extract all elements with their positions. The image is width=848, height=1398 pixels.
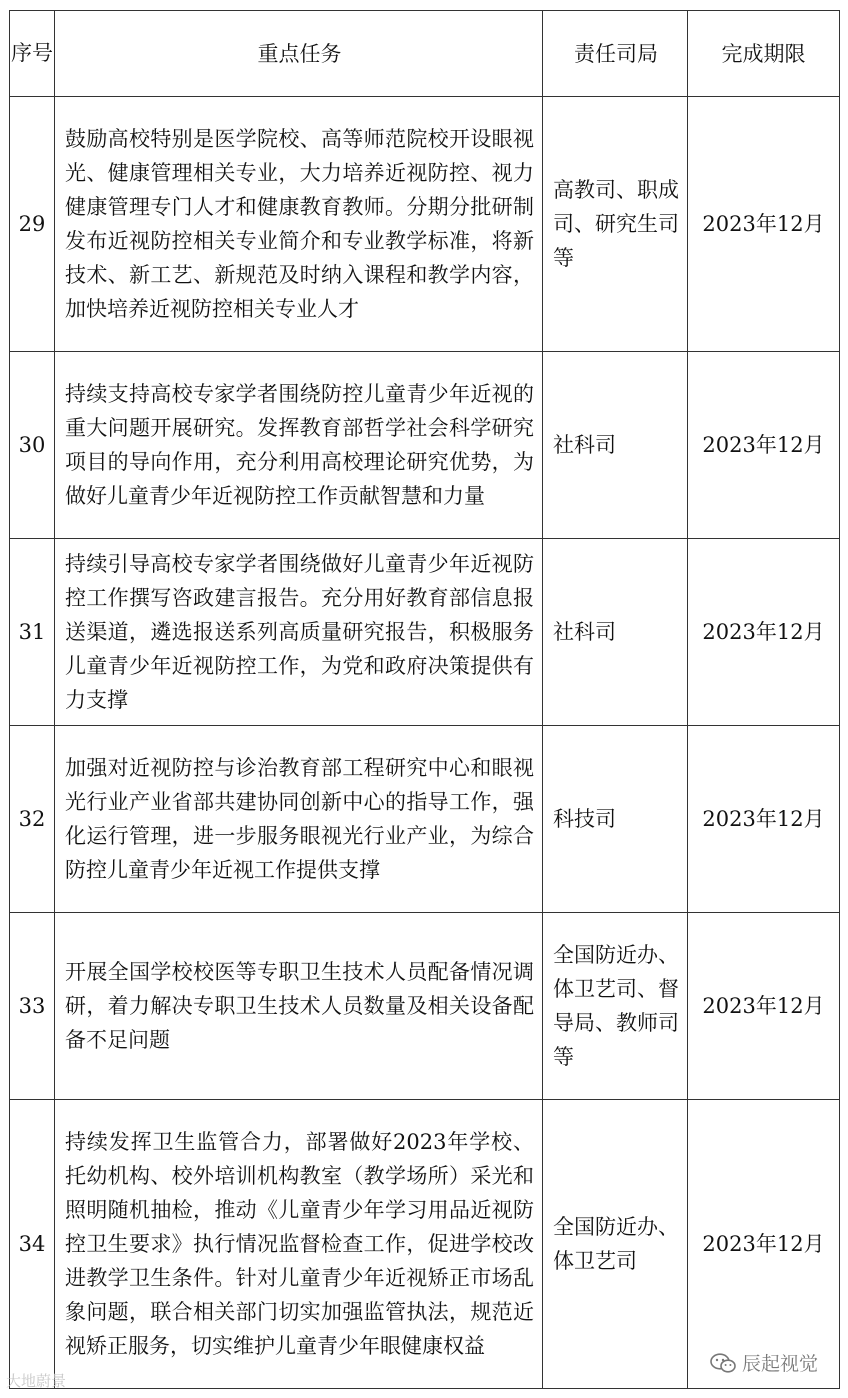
row-seq: 32 bbox=[10, 726, 55, 913]
row-deadline: 2023年12月 bbox=[688, 913, 840, 1100]
table-header-row bbox=[10, 11, 840, 97]
row-task: 鼓励高校特别是医学院校、高等师范院校开设眼视光、健康管理相关专业，大力培养近视防控、视力健康管理专门人才和健康教育教师。分期分批研制发布近视防控相关专业简介和专业教学标准，将新技术、新工艺、新规范及时纳入课程和教学内容，加快培养近视防控相关专业人才 bbox=[55, 97, 543, 352]
row-dept: 全国防近办、体卫艺司 bbox=[543, 1100, 688, 1389]
row-deadline: 2023年12月 bbox=[688, 1100, 840, 1389]
table-row bbox=[10, 726, 840, 913]
watermark-right bbox=[710, 1349, 818, 1376]
table-row bbox=[10, 352, 840, 539]
table-row bbox=[10, 1100, 840, 1389]
row-dept: 高教司、职成司、研究生司等 bbox=[543, 97, 688, 352]
row-deadline: 2023年12月 bbox=[688, 539, 840, 726]
row-deadline: 2023年12月 bbox=[688, 352, 840, 539]
table-row bbox=[10, 913, 840, 1100]
row-dept: 全国防近办、体卫艺司、督导局、教师司等 bbox=[543, 913, 688, 1100]
row-dept: 社科司 bbox=[543, 352, 688, 539]
row-seq: 31 bbox=[10, 539, 55, 726]
row-task: 持续支持高校专家学者围绕防控儿童青少年近视的重大问题开展研究。发挥教育部哲学社会科学研究项目的导向作用，充分利用高校理论研究优势，为做好儿童青少年近视防控工作贡献智慧和力量 bbox=[55, 352, 543, 539]
row-task: 持续引导高校专家学者围绕做好儿童青少年近视防控工作撰写咨政建言报告。充分用好教育部信息报送渠道，遴选报送系列高质量研究报告，积极服务儿童青少年近视防控工作，为党和政府决策提供有力支撑 bbox=[55, 539, 543, 726]
row-seq: 29 bbox=[10, 97, 55, 352]
row-deadline: 2023年12月 bbox=[688, 97, 840, 352]
row-seq: 33 bbox=[10, 913, 55, 1100]
watermark-left: 大地蔚景 bbox=[6, 1372, 67, 1390]
header-task: 重点任务 bbox=[55, 11, 543, 97]
row-dept: 社科司 bbox=[543, 539, 688, 726]
row-seq: 30 bbox=[10, 352, 55, 539]
table-row bbox=[10, 97, 840, 352]
row-task: 开展全国学校校医等专职卫生技术人员配备情况调研，着力解决专职卫生技术人员数量及相关设备配备不足问题 bbox=[55, 913, 543, 1100]
watermark-right-text: 辰起视觉 bbox=[741, 1353, 818, 1375]
row-task: 持续发挥卫生监管合力，部署做好2023年学校、托幼机构、校外培训机构教室（教学场所）采光和照明随机抽检，推动《儿童青少年学习用品近视防控卫生要求》执行情况监督检查工作，促进学校改进教学卫生条件。针对儿童青少年近视矫正市场乱象问题，联合相关部门切实加强监管执法，规范近视矫正服务，切实维护儿童青少年眼健康权益 bbox=[55, 1100, 543, 1389]
wechat-icon bbox=[710, 1353, 736, 1373]
header-seq: 序号 bbox=[10, 11, 55, 97]
row-dept: 科技司 bbox=[543, 726, 688, 913]
table-row bbox=[10, 539, 840, 726]
header-deadline: 完成期限 bbox=[688, 11, 840, 97]
row-deadline: 2023年12月 bbox=[688, 726, 840, 913]
row-task: 加强对近视防控与诊治教育部工程研究中心和眼视光行业产业省部共建协同创新中心的指导工作，强化运行管理，进一步服务眼视光行业产业，为综合防控儿童青少年近视工作提供支撑 bbox=[55, 726, 543, 913]
header-dept: 责任司局 bbox=[543, 11, 688, 97]
row-seq: 34 bbox=[10, 1100, 55, 1389]
task-table bbox=[9, 10, 840, 1389]
